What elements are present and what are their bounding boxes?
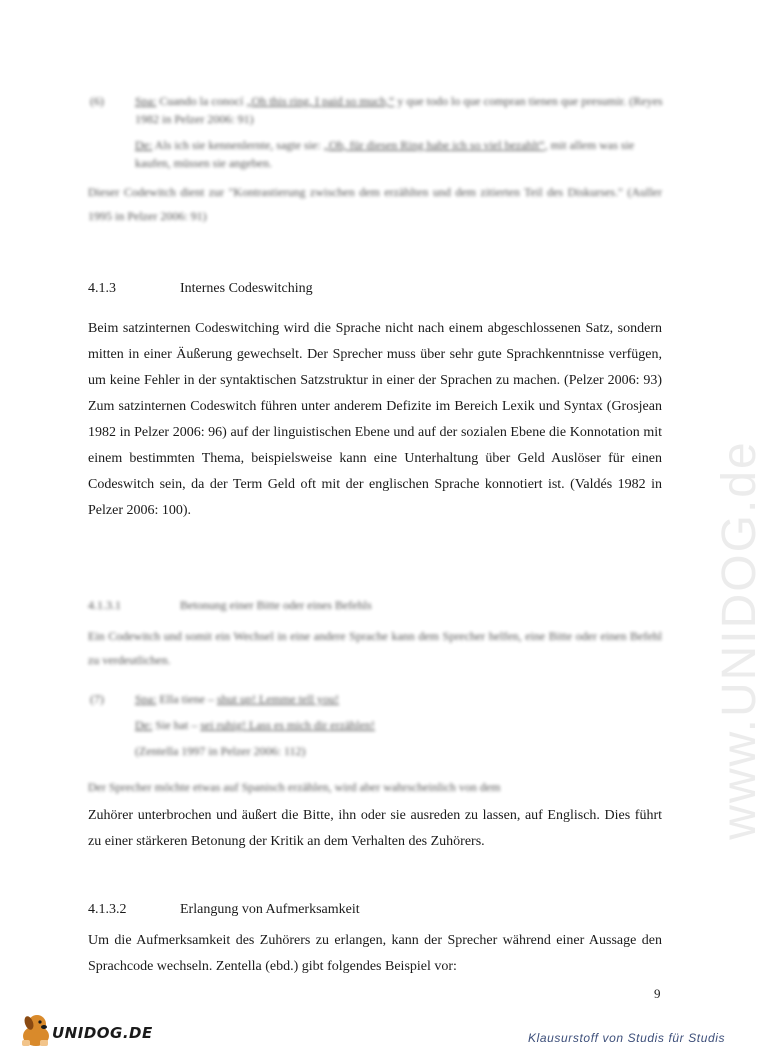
example-number: (7) [90, 692, 104, 706]
section-heading-4-1-3 [88, 281, 313, 297]
section-heading-4-1-3-1 [88, 598, 372, 613]
example-spanish-line [90, 690, 670, 708]
example-german-line [90, 716, 670, 734]
footer-tagline: Klausurstoff von Studis für Studis [528, 1031, 726, 1045]
section-heading-4-1-3-2 [88, 902, 360, 918]
example-text: , mit allem was sie kaufen, müssen sie angeben. [135, 138, 635, 170]
language-tag: De: [135, 718, 153, 732]
example-underlined-text: sei ruhig! Lass es mich dir erzählen! [200, 718, 375, 732]
example-6 [90, 92, 670, 172]
example-underlined-text: shut up! Lemme tell you! [217, 692, 339, 706]
paragraph-after-example-6: Dieser Codewitch dient zur "Kontrastierung zwischen dem erzählten und dem zitierten Teil des Diskurses." (Auller 1995 in Pelzer 2006: 91) [88, 185, 662, 223]
logo-text: UNIDOG.DE [52, 1024, 153, 1042]
section-title: Erlangung von Aufmerksamkeit [180, 902, 360, 917]
unidog-logo [16, 1010, 156, 1050]
paragraph-after-example-7: Zuhörer unterbrochen und äußert die Bitte, ihn oder sie ausreden zu lassen, auf Englisch. Dies führt zu einer stärkeren Betonung der Kritik an dem Verhalten des Zuhörers. [88, 808, 662, 849]
paragraph-after-example-7-blurred: Der Sprecher möchte etwas auf Spanisch erzählen, wird aber wahrscheinlich von dem [88, 780, 501, 794]
example-text: Cuando la conocí [159, 94, 244, 108]
language-tag: Spa: [135, 692, 157, 706]
watermark-text: www.UNIDOG.de [713, 440, 766, 840]
paragraph-betonung: Ein Codewitch und somit ein Wechsel in eine andere Sprache kann dem Sprecher helfen, eine Bitte oder einen Befehl zu verdeutlichen. [88, 629, 662, 667]
example-spanish-line [90, 92, 670, 128]
example-text: Ella tiene – [159, 692, 214, 706]
example-text: Als ich sie kennenlernte, sagte sie: [154, 138, 321, 152]
example-source: (Zentella 1997 in Pelzer 2006: 112) [135, 744, 306, 758]
language-tag: Spa: [135, 94, 157, 108]
example-underlined-text: „Oh this ring, I paid so much,“ [246, 94, 395, 108]
paragraph-aufmerksamkeit: Um die Aufmerksamkeit des Zuhörers zu erlangen, kann der Sprecher während einer Aussage den Sprachcode wechseln. Zentella (ebd.) gibt folgendes Beispiel vor: [88, 933, 662, 974]
section-number: 4.1.3 [88, 281, 116, 296]
paragraph-internes-codeswitching: Beim satzinternen Codeswitching wird die Sprache nicht nach einem abgeschlossenen Satz, sondern mitten in einer Äußerung gewechselt. Der Sprecher muss über sehr gute Sprachkenntnisse verfügen, um keine Fehler in der syntaktischen Satzstruktur in einer der Sprachen zu machen. (Pelzer 2006: 93) Zum satzinternen Codeswitch führen unter anderem Defizite im Bereich Lexik und Syntax (Grosjean 1982 in Pelzer 2006: 96) auf der linguistischen Ebene und auf der sozialen Ebene die Konnotation mit einem bestimmten Thema, beispielsweise kann eine Unterhaltung über Geld Auslöser für einen Codeswitch sein, da der Term Geld oft mit der englischen Sprache konnotiert ist. (Valdés 1982 in Pelzer 2006: 100). [88, 321, 662, 518]
section-number: 4.1.3.2 [88, 902, 127, 917]
section-title: Internes Codeswitching [180, 281, 313, 296]
page-number: 9 [654, 986, 661, 1001]
example-number: (6) [90, 94, 104, 108]
section-number: 4.1.3.1 [88, 598, 121, 612]
example-text: y que todo lo que compran tienen que presumir. (Reyes 1982 in Pelzer 2006: 91) [135, 94, 663, 126]
section-title: Betonung einer Bitte oder eines Befehls [180, 598, 372, 612]
example-german-line [90, 136, 670, 172]
example-7 [90, 690, 670, 760]
language-tag: De: [135, 138, 153, 152]
dog-mascot-icon [16, 1010, 56, 1050]
example-underlined-text: „Oh, für diesen Ring habe ich so viel bezahlt“ [323, 138, 545, 152]
example-text: Sie hat – [155, 718, 198, 732]
